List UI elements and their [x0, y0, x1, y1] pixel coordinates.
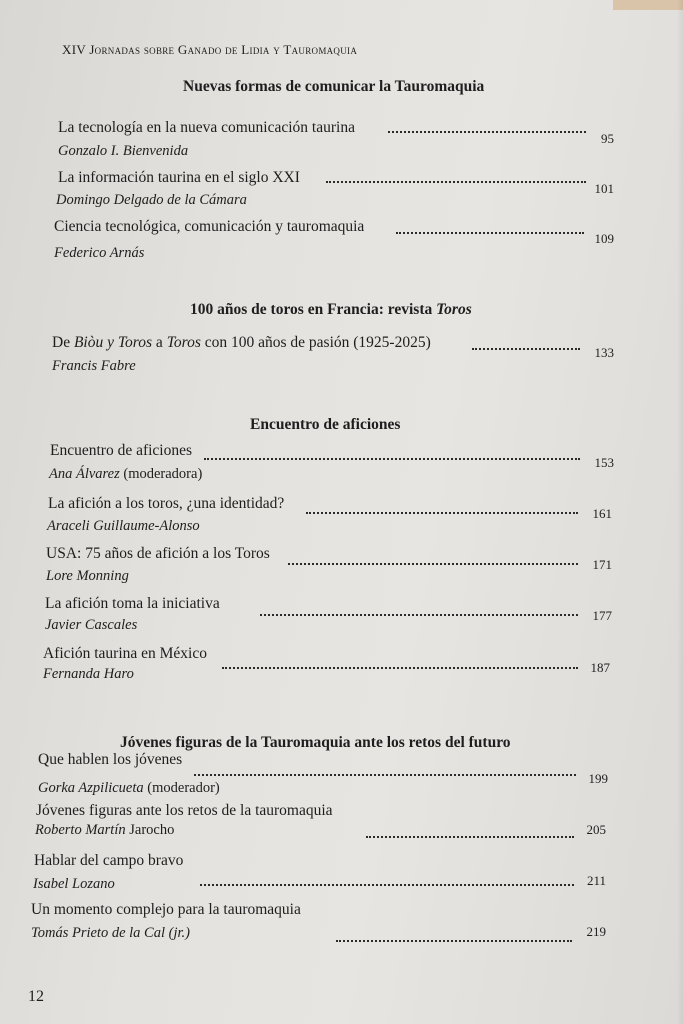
page-number: 219 [586, 924, 606, 939]
entry-author: Federico Arnás [54, 245, 145, 261]
entry-title: La afición toma la iniciativa [45, 595, 220, 612]
entry-title: Afición taurina en México [43, 645, 207, 662]
entry-author: Lore Monning [46, 568, 129, 584]
leader-dots [200, 884, 574, 886]
leader-dots [396, 232, 584, 234]
section-title-francia [190, 301, 472, 319]
page-number: 161 [592, 506, 612, 521]
author-role: (moderadora) [119, 466, 203, 482]
section-title-comunicar: Nuevas formas de comunicar la Tauromaquia [183, 78, 485, 95]
entry-title: La información taurina en el siglo XXI [58, 169, 300, 186]
author-epithet: Jarocho [125, 822, 175, 838]
entry-title [52, 334, 431, 352]
entry-title: USA: 75 años de afición a los Toros [46, 545, 270, 562]
entry-author [38, 780, 220, 797]
page-folio: 12 [28, 988, 44, 1005]
leader-dots [326, 181, 586, 183]
page-number: 177 [592, 608, 612, 623]
author-role: (moderador) [143, 780, 220, 796]
leader-dots [388, 131, 586, 133]
page-number: 211 [586, 873, 606, 888]
entry-title: La tecnología en la nueva comunicación taurina [58, 119, 355, 136]
entry-author: Javier Cascales [45, 617, 138, 633]
page-number: 171 [592, 557, 612, 572]
entry-author: Domingo Delgado de la Cámara [56, 192, 247, 208]
page-number: 133 [594, 345, 614, 360]
page-number: 199 [588, 771, 608, 786]
page-number: 187 [590, 660, 610, 675]
entry-title: Ciencia tecnológica, comunicación y tauromaquia [54, 218, 365, 235]
leader-dots [306, 512, 578, 514]
leader-dots [260, 614, 578, 616]
section-title-text: 100 años de toros en Francia: revista [190, 301, 437, 318]
entry-title-part: De [52, 334, 74, 351]
author-name: Ana Álvarez [49, 466, 120, 482]
entry-title-italic: Biòu y Toros [73, 334, 153, 351]
section-title-encuentro: Encuentro de aficiones [250, 416, 401, 433]
entry-author: Francis Fabre [52, 358, 136, 374]
entry-author [49, 466, 202, 483]
page-number: 101 [594, 181, 614, 196]
entry-title-part: con 100 años de pasión (1925-2025) [200, 334, 431, 351]
leader-dots [194, 774, 576, 776]
page-number: 205 [586, 822, 606, 837]
entry-author: Fernanda Haro [43, 666, 134, 682]
entry-author: Isabel Lozano [33, 876, 115, 892]
entry-title: Un momento complejo para la tauromaquia [31, 901, 301, 918]
entry-author [35, 822, 174, 839]
page-corner-tab [613, 0, 683, 10]
entry-author: Araceli Guillaume-Alonso [47, 518, 200, 534]
entry-author: Gonzalo I. Bienvenida [58, 143, 189, 159]
entry-title: Que hablen los jóvenes [38, 751, 183, 768]
leader-dots [366, 836, 574, 838]
author-name: Gorka Azpilicueta [38, 780, 144, 796]
entry-title: Encuentro de aficiones [50, 442, 193, 459]
leader-dots [288, 563, 578, 565]
leader-dots [222, 667, 578, 669]
section-title-italic: Toros [436, 301, 472, 318]
leader-dots [204, 458, 580, 460]
section-title-jovenes: Jóvenes figuras de la Tauromaquia ante los retos del futuro [120, 734, 511, 751]
entry-title: Jóvenes figuras ante los retos de la tauromaquia [36, 802, 333, 819]
entry-title-part: a [152, 334, 167, 351]
page-number: 95 [601, 131, 614, 146]
leader-dots [472, 348, 580, 350]
page-number: 153 [594, 455, 614, 470]
page-number: 109 [594, 231, 614, 246]
entry-title: La afición a los toros, ¿una identidad? [48, 495, 285, 512]
author-name: Roberto Martín [35, 822, 126, 838]
leader-dots [336, 940, 572, 942]
page-edge-shadow [677, 0, 683, 1024]
entry-title: Hablar del campo bravo [34, 852, 184, 869]
entry-author: Tomás Prieto de la Cal (jr.) [31, 925, 190, 941]
entry-title-italic: Toros [166, 334, 201, 351]
running-header: XIV Jornadas sobre Ganado de Lidia y Tauromaquia [62, 42, 358, 57]
